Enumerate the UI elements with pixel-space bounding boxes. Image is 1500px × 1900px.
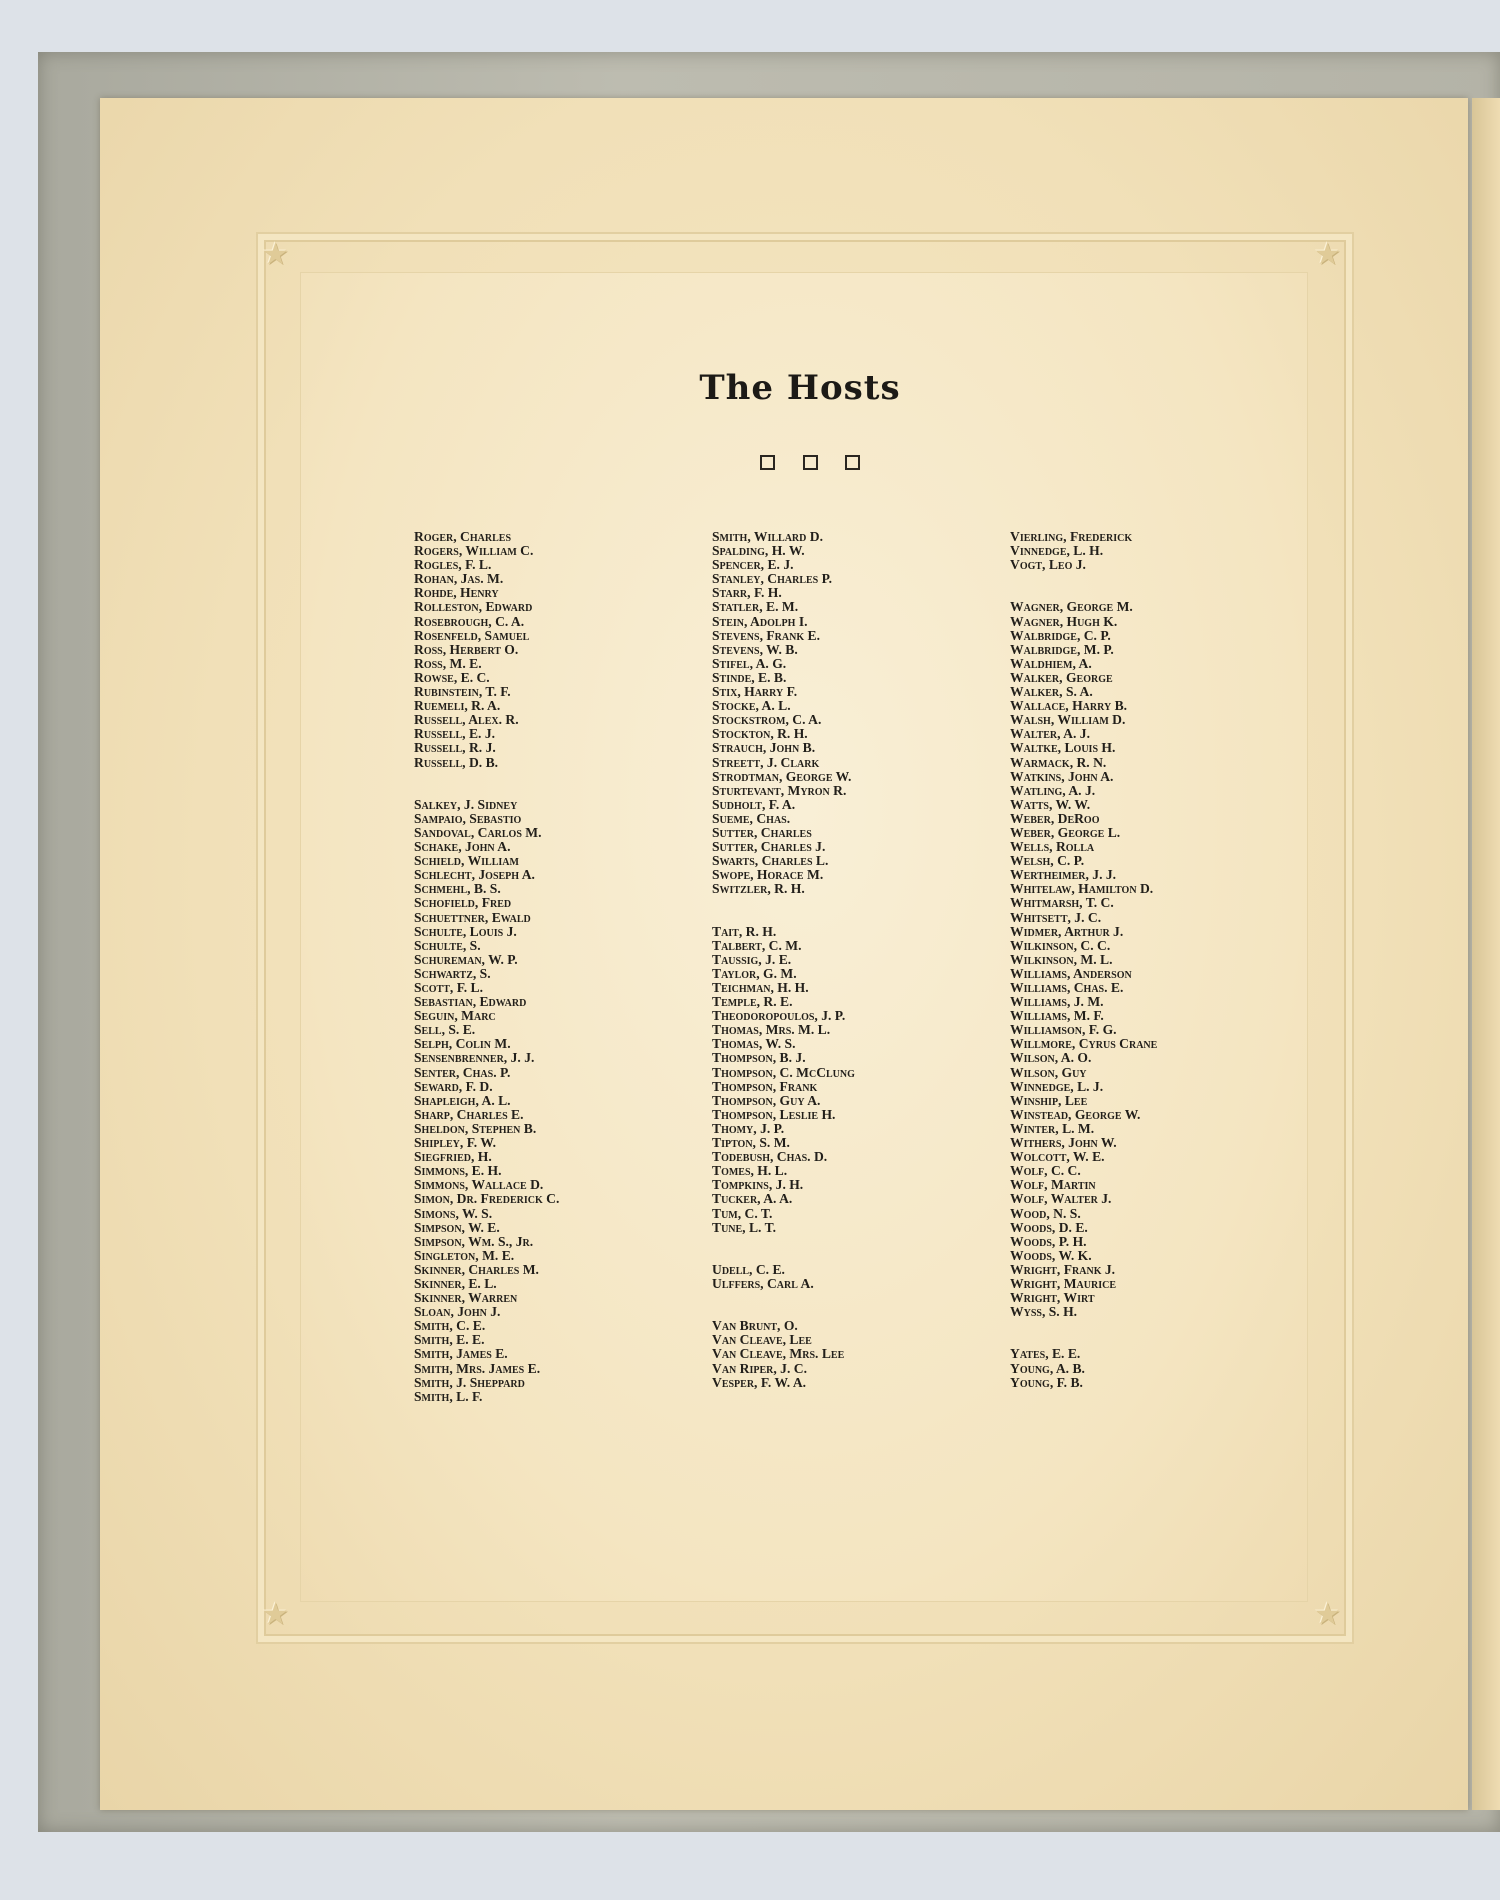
host-name: Wilson, Guy — [1010, 1064, 1087, 1080]
host-name: Young, F. B. — [1010, 1374, 1083, 1390]
star-ornament-icon: ★ — [1314, 1598, 1341, 1631]
host-name: Seguin, Marc — [414, 1008, 496, 1024]
host-name: Winter, L. M. — [1010, 1120, 1095, 1136]
host-name: Rohde, Henry — [414, 585, 499, 601]
host-name: Van Cleave, Lee — [712, 1332, 812, 1348]
host-name: Stockton, R. H. — [712, 726, 808, 742]
host-name: Tait, R. H. — [712, 923, 777, 939]
host-name: Simmons, Wallace D. — [414, 1177, 544, 1193]
host-name: Thompson, Frank — [712, 1078, 818, 1094]
host-name: Teichman, H. H. — [712, 980, 809, 995]
host-name: Williams, Chas. E. — [1010, 980, 1124, 995]
host-name: Shapleigh, A. L. — [414, 1092, 511, 1108]
host-name: Stifel, A. G. — [712, 655, 787, 671]
host-name: Sensenbrenner, J. J. — [414, 1050, 535, 1066]
host-name: Russell, E. J. — [414, 726, 496, 742]
host-name: Vierling, Frederick — [1010, 529, 1133, 544]
host-name: Wilson, A. O. — [1010, 1050, 1092, 1066]
host-name: Walter, A. J. — [1010, 726, 1090, 742]
host-name: Streett, J. Clark — [712, 754, 820, 770]
section-gap — [712, 1235, 855, 1263]
host-name: Swope, Horace M. — [712, 867, 824, 883]
host-name: Wilkinson, C. C. — [1010, 937, 1111, 953]
host-name: Stocke, A. L. — [712, 698, 791, 714]
names-column-3 — [1010, 530, 1157, 1390]
host-name: Wertheimer, J. J. — [1010, 867, 1117, 883]
host-name: Simpson, Wm. S., Jr. — [414, 1233, 534, 1249]
host-name: Ross, Herbert O. — [414, 641, 519, 657]
host-name: Strodtman, George W. — [712, 768, 852, 784]
host-name: Sudholt, F. A. — [712, 796, 796, 812]
host-name: Walker, S. A. — [1010, 684, 1093, 700]
host-name: Tompkins, J. H. — [712, 1177, 804, 1193]
host-name: Tum, C. T. — [712, 1205, 773, 1221]
host-name: Rohan, Jas. M. — [414, 571, 504, 587]
host-name: Van Riper, J. C. — [712, 1360, 807, 1376]
host-name: Tomes, H. L. — [712, 1163, 788, 1179]
host-name: Walbridge, M. P. — [1010, 641, 1114, 657]
host-name: Rowse, E. C. — [414, 669, 490, 685]
host-name: Schake, John A. — [414, 839, 511, 855]
host-name: Strauch, John B. — [712, 740, 816, 756]
host-name: Williams, M. F. — [1010, 1008, 1104, 1024]
host-name: Spencer, E. J. — [712, 557, 794, 573]
star-ornament-icon: ★ — [1314, 238, 1341, 271]
host-name: Wells, Rolla — [1010, 839, 1095, 855]
host-name: Widmer, Arthur J. — [1010, 923, 1124, 939]
host-name: Wolcott, W. E. — [1010, 1149, 1105, 1165]
host-name: Welsh, C. P. — [1010, 853, 1085, 869]
square-ornament-icon — [845, 455, 860, 470]
host-name: Schlecht, Joseph A. — [414, 867, 535, 883]
host-name: Swarts, Charles L. — [712, 853, 829, 869]
host-name: Tune, L. T. — [712, 1219, 777, 1235]
host-name: Winnedge, L. J. — [1010, 1078, 1104, 1094]
host-name: Withers, John W. — [1010, 1135, 1117, 1151]
host-name: Ruemeli, R. A. — [414, 698, 501, 714]
host-name: Skinner, E. L. — [414, 1275, 497, 1291]
host-name: Wilkinson, M. L. — [1010, 951, 1113, 967]
host-name: Woods, P. H. — [1010, 1233, 1087, 1249]
host-name: Stanley, Charles P. — [712, 571, 833, 587]
host-name: Wolf, Walter J. — [1010, 1191, 1112, 1207]
host-name: Simons, W. S. — [414, 1205, 493, 1221]
host-name: Temple, R. E. — [712, 994, 793, 1010]
host-name: Sandoval, Carlos M. — [414, 824, 542, 840]
host-name: Stinde, E. B. — [712, 669, 787, 685]
host-name: Wright, Maurice — [1010, 1275, 1117, 1291]
host-name: Weber, George L. — [1010, 824, 1121, 840]
host-name: Young, A. B. — [1010, 1360, 1085, 1376]
host-name: Walker, George — [1010, 669, 1113, 685]
host-name: Rogles, F. L. — [414, 557, 492, 573]
host-name: Starr, F. H. — [712, 585, 782, 601]
section-gap — [1010, 572, 1157, 600]
host-name: Yates, E. E. — [1010, 1346, 1081, 1362]
host-name: Roger, Charles — [414, 529, 512, 544]
host-name: Tipton, S. M. — [712, 1135, 790, 1151]
host-name: Smith, James E. — [414, 1346, 508, 1362]
host-name: Sebastian, Edward — [414, 994, 527, 1010]
section-gap — [712, 1291, 855, 1319]
host-name: Winship, Lee — [1010, 1092, 1088, 1108]
host-name: Simon, Dr. Frederick C. — [414, 1191, 560, 1207]
host-name: Thomas, Mrs. M. L. — [712, 1022, 831, 1038]
host-name: Siegfried, H. — [414, 1149, 492, 1165]
host-name: Salkey, J. Sidney — [414, 796, 518, 812]
host-name: Stevens, W. B. — [712, 641, 798, 657]
host-name: Vogt, Leo J. — [1010, 557, 1086, 573]
host-name: Smith, L. F. — [414, 1388, 483, 1404]
host-name: Warmack, R. N. — [1010, 754, 1107, 770]
host-name: Weber, DeRoo — [1010, 810, 1100, 826]
host-name: Russell, Alex. R. — [414, 712, 519, 728]
host-name: Watling, A. J. — [1010, 782, 1096, 798]
host-name: Van Brunt, O. — [712, 1318, 798, 1334]
host-name: Schuettner, Ewald — [414, 909, 531, 925]
host-name: Selph, Colin M. — [414, 1036, 511, 1052]
host-name: Simmons, E. H. — [414, 1163, 502, 1179]
host-name: Udell, C. E. — [712, 1261, 785, 1277]
host-name: Sharp, Charles E. — [414, 1106, 524, 1122]
host-name: Watts, W. W. — [1010, 796, 1091, 812]
host-name: Whitmarsh, T. C. — [1010, 895, 1114, 911]
host-name: Spalding, H. W. — [712, 543, 805, 559]
host-name: Sturtevant, Myron R. — [712, 782, 847, 798]
host-name: Singleton, M. E. — [414, 1247, 515, 1263]
host-name: Rosebrough, C. A. — [414, 613, 525, 629]
host-name: Wyss, S. H. — [1010, 1304, 1078, 1320]
title-ornament — [760, 455, 860, 479]
host-name: Skinner, Charles M. — [414, 1261, 539, 1277]
host-name: Stockstrom, C. A. — [712, 712, 822, 728]
host-name: Tucker, A. A. — [712, 1191, 793, 1207]
host-name: Sloan, John J. — [414, 1304, 501, 1320]
host-name: Theodoropoulos, J. P. — [712, 1008, 846, 1024]
host-name: Wolf, Martin — [1010, 1177, 1096, 1193]
host-name: Schwartz, S. — [414, 965, 491, 981]
host-name: Rosenfeld, Samuel — [414, 627, 530, 643]
host-name: Smith, C. E. — [414, 1318, 486, 1334]
square-ornament-icon — [760, 455, 775, 470]
names-column-1 — [414, 530, 559, 1404]
host-name: Sutter, Charles J. — [712, 839, 826, 855]
section-gap — [1010, 1319, 1157, 1347]
host-name: Woods, D. E. — [1010, 1219, 1088, 1235]
host-name: Ross, M. E. — [414, 655, 482, 671]
host-name: Rubinstein, T. F. — [414, 684, 511, 700]
host-name: Smith, J. Sheppard — [414, 1374, 525, 1390]
host-name: Smith, Willard D. — [712, 529, 823, 544]
host-name: Thomy, J. P. — [712, 1120, 785, 1136]
host-name: Willmore, Cyrus Crane — [1010, 1036, 1158, 1052]
section-gap — [712, 896, 855, 924]
host-name: Taylor, G. M. — [712, 965, 797, 981]
host-name: Watkins, John A. — [1010, 768, 1114, 784]
host-name: Thomas, W. S. — [712, 1036, 796, 1052]
host-name: Rolleston, Edward — [414, 599, 533, 615]
host-name: Sueme, Chas. — [712, 810, 791, 826]
host-name: Taussig, J. E. — [712, 951, 792, 967]
host-name: Thompson, C. McClung — [712, 1064, 855, 1080]
host-name: Williams, J. M. — [1010, 994, 1104, 1010]
host-name: Todebush, Chas. D. — [712, 1149, 828, 1165]
host-name: Walbridge, C. P. — [1010, 627, 1111, 643]
host-name: Schofield, Fred — [414, 895, 512, 911]
host-name: Thompson, B. J. — [712, 1050, 806, 1066]
host-name: Winstead, George W. — [1010, 1106, 1141, 1122]
host-name: Waltke, Louis H. — [1010, 740, 1116, 756]
host-name: Statler, E. M. — [712, 599, 799, 615]
host-name: Vesper, F. W. A. — [712, 1374, 807, 1390]
host-name: Stein, Adolph I. — [712, 613, 808, 629]
host-name: Williamson, F. G. — [1010, 1022, 1117, 1038]
host-name: Ulffers, Carl A. — [712, 1275, 814, 1291]
host-name: Skinner, Warren — [414, 1290, 518, 1306]
host-name: Wright, Wirt — [1010, 1290, 1095, 1306]
host-name: Thompson, Leslie H. — [712, 1106, 836, 1122]
star-ornament-icon: ★ — [262, 1598, 289, 1631]
host-name: Sheldon, Stephen B. — [414, 1120, 537, 1136]
host-name: Scott, F. L. — [414, 980, 484, 995]
host-name: Schulte, S. — [414, 937, 481, 953]
host-name: Russell, R. J. — [414, 740, 496, 756]
host-name: Seward, F. D. — [414, 1078, 493, 1094]
host-name: Thompson, Guy A. — [712, 1092, 821, 1108]
host-name: Wood, N. S. — [1010, 1205, 1081, 1221]
host-name: Wolf, C. C. — [1010, 1163, 1081, 1179]
host-name: Switzler, R. H. — [712, 881, 805, 897]
host-name: Wagner, George M. — [1010, 599, 1133, 615]
page-title: The Hosts — [699, 368, 901, 408]
host-name: Stevens, Frank E. — [712, 627, 820, 643]
host-name: Sutter, Charles — [712, 824, 812, 840]
host-name: Senter, Chas. P. — [414, 1064, 511, 1080]
host-name: Rogers, William C. — [414, 543, 534, 559]
host-name: Shipley, F. W. — [414, 1135, 497, 1151]
host-name: Russell, D. B. — [414, 754, 499, 770]
host-name: Simpson, W. E. — [414, 1219, 500, 1235]
host-name: Stix, Harry F. — [712, 684, 798, 700]
names-column-2 — [712, 530, 855, 1390]
host-name: Smith, E. E. — [414, 1332, 485, 1348]
host-name: Schield, William — [414, 853, 519, 869]
star-ornament-icon: ★ — [262, 238, 289, 271]
host-name: Vinnedge, L. H. — [1010, 543, 1104, 559]
host-name: Schulte, Louis J. — [414, 923, 517, 939]
host-name: Wallace, Harry B. — [1010, 698, 1128, 714]
host-name: Woods, W. K. — [1010, 1247, 1092, 1263]
host-name: Whitsett, J. C. — [1010, 909, 1102, 925]
host-name: Wright, Frank J. — [1010, 1261, 1116, 1277]
host-name: Talbert, C. M. — [712, 937, 802, 953]
host-name: Waldhiem, A. — [1010, 655, 1092, 671]
host-name: Schmehl, B. S. — [414, 881, 501, 897]
host-name: Whitelaw, Hamilton D. — [1010, 881, 1154, 897]
host-name: Walsh, William D. — [1010, 712, 1126, 728]
facing-page-edge — [1472, 98, 1500, 1810]
host-name: Smith, Mrs. James E. — [414, 1360, 541, 1376]
host-name: Sampaio, Sebastio — [414, 810, 522, 826]
host-name: Van Cleave, Mrs. Lee — [712, 1346, 845, 1362]
host-name: Schureman, W. P. — [414, 951, 518, 967]
square-ornament-icon — [803, 455, 818, 470]
host-name: Williams, Anderson — [1010, 965, 1132, 981]
section-gap — [414, 770, 559, 798]
host-name: Wagner, Hugh K. — [1010, 613, 1118, 629]
host-name: Sell, S. E. — [414, 1022, 476, 1038]
